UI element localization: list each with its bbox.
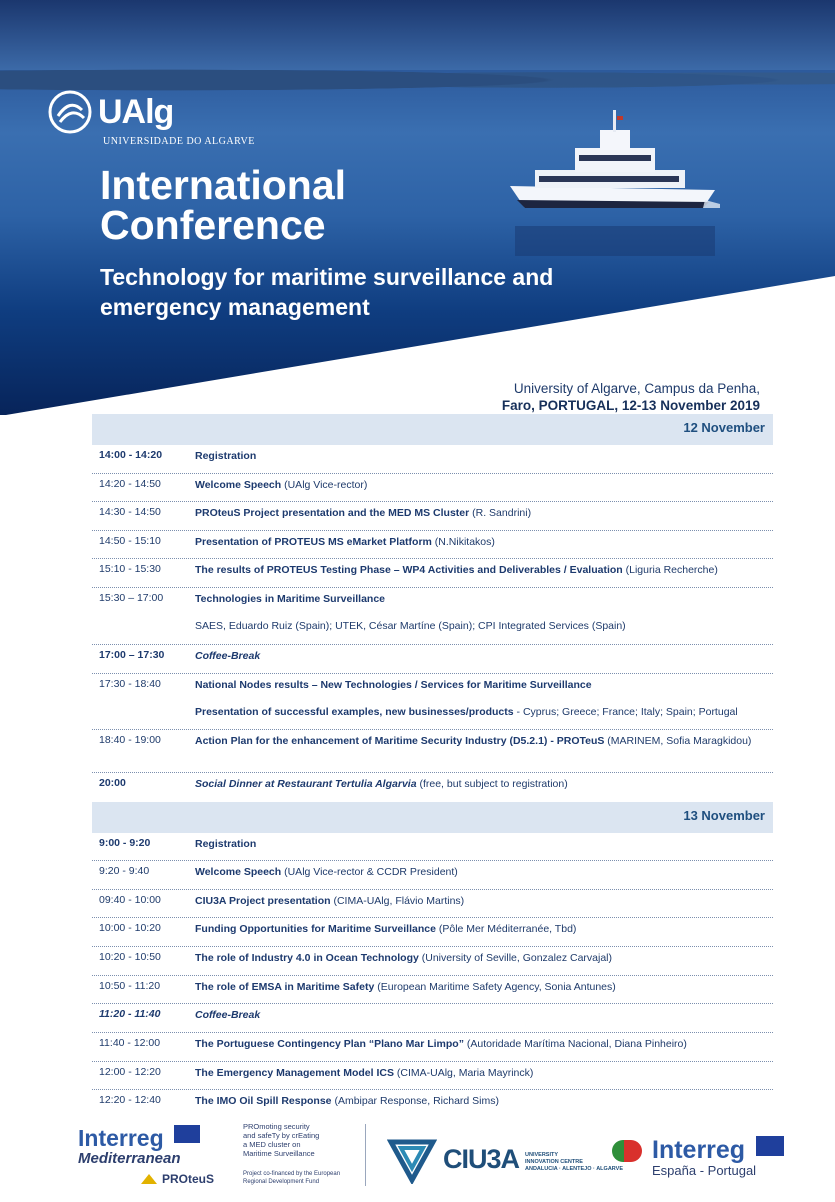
- table-row: [92, 474, 773, 502]
- table-row: [92, 976, 773, 1004]
- table-row: [92, 947, 773, 976]
- row-speaker: (free, but subject to registration): [416, 778, 568, 790]
- row-title: PROteuS Project presentation and the MED MS Cluster: [195, 507, 470, 519]
- row-speaker: (MARINEM, Sofia Maragkidou): [604, 735, 752, 747]
- row-speaker: (Ambipar Response, Richard Sims): [331, 1095, 500, 1107]
- ciu3a-wordmark: CIU3A: [443, 1143, 520, 1174]
- row-sub-bold: Presentation of successful examples, new businesses/products: [195, 706, 514, 718]
- eu-flag-icon: [174, 1125, 200, 1143]
- proteus-logo-icon: [140, 1172, 158, 1186]
- row-description: [195, 478, 773, 501]
- ualg-logo-icon: [48, 90, 92, 134]
- table-row: [92, 833, 773, 861]
- ualg-logo: [48, 90, 173, 134]
- row-speaker: (Liguria Recherche): [622, 564, 718, 576]
- table-row: [92, 445, 773, 474]
- row-time: 15:10 - 15:30: [99, 563, 161, 575]
- table-row: [92, 861, 773, 890]
- row-time: 14:20 - 14:50: [99, 478, 161, 490]
- row-title: Technologies in Maritime Surveillance: [195, 593, 386, 605]
- interreg-esp-logo: [652, 1136, 784, 1178]
- table-row: [92, 1090, 773, 1116]
- row-time: 10:50 - 11:20: [99, 980, 161, 992]
- row-time: 18:40 - 19:00: [99, 734, 161, 746]
- venue: [502, 380, 760, 414]
- table-row: [92, 730, 773, 773]
- ciu3a-sub-1: UNIVERSITY: [525, 1151, 559, 1158]
- row-title: Action Plan for the enhancement of Maritime Security Industry (D5.2.1) - PROTeuS: [195, 735, 605, 747]
- row-description: [195, 980, 773, 1003]
- row-time: 10:00 - 10:20: [99, 922, 161, 934]
- row-title: Coffee-Break: [195, 650, 261, 662]
- row-sub-text: - Cyprus; Greece; France; Italy; Spain; Portugal: [513, 706, 738, 718]
- ciu3a-logo: [387, 1134, 623, 1184]
- table-row: [92, 502, 773, 531]
- portugal-flag-icon: [612, 1140, 642, 1167]
- row-title: National Nodes results – New Technologies / Services for Maritime Surveillance: [195, 679, 592, 691]
- row-description: [195, 649, 773, 673]
- row-time: 12:00 - 12:20: [99, 1066, 161, 1078]
- row-title: The results of PROTEUS Testing Phase – WP4 Activities and Deliverables / Evaluation: [195, 564, 623, 576]
- table-row: [92, 645, 773, 674]
- table-row: [92, 773, 773, 795]
- row-time: 14:30 - 14:50: [99, 506, 161, 518]
- table-row: [92, 1004, 773, 1033]
- day2-header: 13 November: [92, 802, 773, 833]
- row-title: Presentation of PROTEUS MS eMarket Platform: [195, 536, 432, 548]
- row-title: The role of EMSA in Maritime Safety: [195, 981, 375, 993]
- row-sub-text: SAES, Eduardo Ruiz (Spain); UTEK, César Martíne (Spain); CPI Integrated Services (Spain): [195, 620, 626, 632]
- row-description: [195, 894, 773, 917]
- row-speaker: (UAlg Vice-rector & CCDR President): [281, 866, 458, 878]
- row-description: [195, 449, 773, 473]
- row-description: [195, 837, 773, 860]
- row-description: [195, 678, 773, 729]
- row-time: 17:00 – 17:30: [99, 649, 165, 661]
- row-title: Welcome Speech: [195, 479, 282, 491]
- logo-name: UAlg: [98, 92, 174, 131]
- row-title: The IMO Oil Spill Response: [195, 1095, 332, 1107]
- espana-portugal-label: España - Portugal: [652, 1163, 757, 1178]
- ciu3a-subtitle: [525, 1152, 623, 1173]
- row-title: The Emergency Management Model ICS: [195, 1067, 394, 1079]
- row-speaker: (UAlg Vice-rector): [281, 479, 368, 491]
- eu-flag-right-icon: [756, 1136, 784, 1156]
- mediterranean-label: Mediterranean: [78, 1150, 181, 1167]
- title-line-1: International: [100, 162, 347, 208]
- proteus-fund-2: Regional Development Fund: [243, 1179, 320, 1185]
- proteus-desc-4: Maritime Surveillance: [243, 1149, 315, 1158]
- row-time: 11:40 - 12:00: [99, 1037, 161, 1049]
- ciu3a-logo-icon: [387, 1134, 437, 1184]
- footer-logos: [0, 1118, 835, 1202]
- row-time: 12:20 - 12:40: [99, 1094, 161, 1106]
- row-description: [195, 1037, 773, 1061]
- row-time: 09:40 - 10:00: [99, 894, 161, 906]
- row-speaker: (CIMA-UAlg, Flávio Martins): [330, 895, 465, 907]
- row-time: 14:00 - 14:20: [99, 449, 163, 461]
- table-row: [92, 674, 773, 730]
- table-row: [92, 531, 773, 559]
- row-speaker: (N.Nikitakos): [431, 536, 495, 548]
- proteus-description: [243, 1122, 340, 1186]
- row-title: Coffee-Break: [195, 1009, 261, 1021]
- row-time: 9:00 - 9:20: [99, 837, 151, 849]
- row-speaker: (European Maritime Safety Agency, Sonia Antunes): [374, 981, 616, 993]
- table-row: [92, 559, 773, 588]
- day1-header: 12 November: [92, 414, 773, 445]
- row-title: Registration: [195, 450, 257, 462]
- logo-subtitle: UNIVERSIDADE DO ALGARVE: [103, 136, 255, 147]
- day2-schedule: [92, 833, 773, 1116]
- row-description: [195, 1094, 773, 1116]
- ciu3a-sub-3: ANDALUCIA · ALENTEJO · ALGARVE: [525, 1165, 623, 1172]
- row-description: [195, 865, 773, 889]
- table-row: [92, 588, 773, 645]
- row-title: Social Dinner at Restaurant Tertulia Algarvia: [195, 778, 417, 790]
- row-description: [195, 951, 773, 975]
- proteus-wordmark: PROteuS: [162, 1172, 215, 1186]
- row-description: [195, 922, 773, 946]
- row-time: 9:20 - 9:40: [99, 865, 150, 877]
- row-time: 10:20 - 10:50: [99, 951, 161, 963]
- page-title: [100, 162, 347, 248]
- interreg-med-logo: [78, 1125, 200, 1167]
- row-time: 15:30 – 17:00: [99, 592, 164, 604]
- row-time: 11:20 - 11:40: [99, 1008, 161, 1020]
- row-subline: [195, 705, 767, 720]
- row-description: [195, 592, 773, 644]
- proteus-desc-1: PROmoting security: [243, 1122, 310, 1131]
- row-subline: [195, 619, 767, 634]
- row-description: [195, 1066, 773, 1089]
- row-description: [195, 777, 773, 795]
- row-time: 17:30 - 18:40: [99, 678, 161, 690]
- row-time: 20:00: [99, 777, 126, 789]
- row-title: Funding Opportunities for Maritime Surveillance: [195, 923, 436, 935]
- row-description: [195, 535, 773, 558]
- proteus-desc-2: and safeTy by crEating: [243, 1131, 320, 1140]
- interreg-right-wordmark: Interreg: [652, 1136, 746, 1164]
- row-speaker: (CIMA-UAlg, Maria Mayrinck): [393, 1067, 534, 1079]
- ciu3a-sub-2: INNOVATION CENTRE: [525, 1158, 583, 1165]
- interreg-wordmark: Interreg: [78, 1125, 164, 1151]
- table-row: [92, 890, 773, 918]
- venue-line-2: Faro, PORTUGAL, 12-13 November 2019: [501, 398, 760, 413]
- sky: [0, 0, 835, 70]
- row-title: Registration: [195, 838, 257, 850]
- row-speaker: (University of Seville, Gonzalez Carvajal): [418, 952, 612, 964]
- row-description: [195, 506, 773, 530]
- title-line-2: Conference: [100, 202, 326, 248]
- footer-divider: [365, 1124, 366, 1186]
- page-subtitle: Technology for maritime surveillance and emergency management: [100, 264, 554, 320]
- row-title: The Portuguese Contingency Plan “Plano Mar Limpo”: [195, 1038, 464, 1050]
- row-title: CIU3A Project presentation: [195, 895, 331, 907]
- row-speaker: (R. Sandrini): [469, 507, 532, 519]
- row-description: [195, 734, 773, 772]
- row-speaker: (Autoridade Marítima Nacional, Diana Pinheiro): [463, 1038, 687, 1050]
- shoreline: [0, 62, 835, 92]
- row-description: [195, 563, 773, 587]
- ferry-image: [505, 108, 720, 258]
- proteus-logo: [140, 1172, 214, 1186]
- table-row: [92, 1062, 773, 1090]
- proteus-desc-3: a MED cluster on: [243, 1140, 301, 1149]
- row-title: Welcome Speech: [195, 866, 282, 878]
- table-row: [92, 1033, 773, 1062]
- table-row: [92, 918, 773, 947]
- row-title: The role of Industry 4.0 in Ocean Technology: [195, 952, 419, 964]
- day1-schedule: [92, 445, 773, 795]
- venue-line-1: University of Algarve, Campus da Penha,: [513, 381, 760, 396]
- row-speaker: (Pôle Mer Méditerranée, Tbd): [435, 923, 577, 935]
- row-description: [195, 1008, 773, 1032]
- proteus-fund-1: Project co-financed by the European: [243, 1171, 341, 1177]
- row-time: 14:50 - 15:10: [99, 535, 161, 547]
